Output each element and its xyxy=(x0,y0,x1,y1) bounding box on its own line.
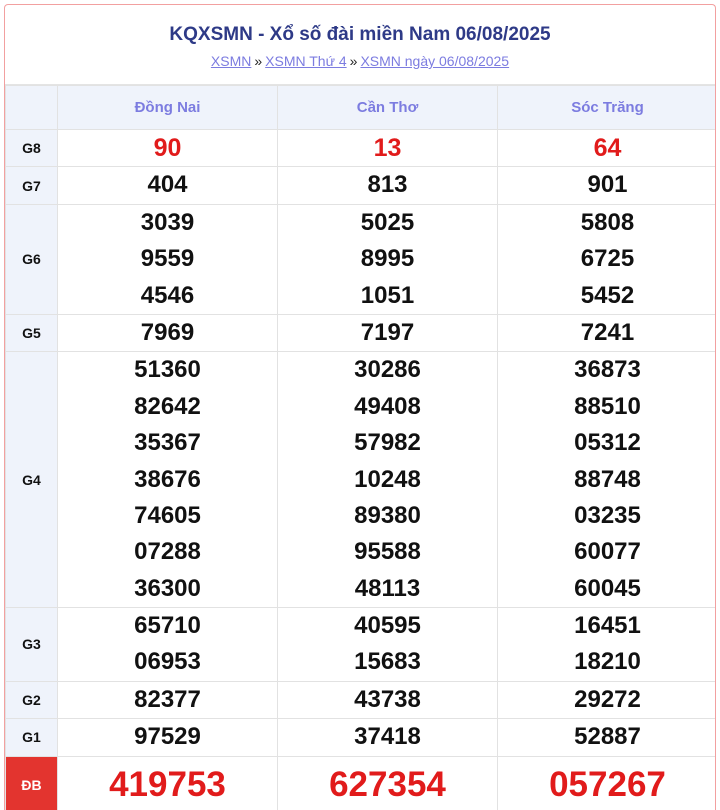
winning-number: 52887 xyxy=(574,723,641,751)
winning-number: 89380 xyxy=(354,501,421,529)
result-cell-can-tho xyxy=(278,681,498,718)
winning-number: 18210 xyxy=(574,648,641,676)
result-cell-dong-nai xyxy=(58,130,278,167)
winning-number: 30286 xyxy=(354,356,421,384)
prize-label: G1 xyxy=(6,719,58,756)
winning-number: 43738 xyxy=(354,685,421,713)
winning-number: 51360 xyxy=(134,356,201,384)
winning-number: 7241 xyxy=(580,318,635,346)
winning-number: 901 xyxy=(587,171,628,199)
prize-label: G2 xyxy=(6,681,58,718)
winning-number: 35367 xyxy=(134,429,201,457)
result-cell-can-tho xyxy=(278,608,498,682)
result-cell-soc-trang xyxy=(498,314,717,351)
result-cell-can-tho xyxy=(278,204,498,314)
winning-number: 82377 xyxy=(134,685,201,713)
winning-number: 74605 xyxy=(134,501,201,529)
winning-number: 06953 xyxy=(134,648,201,676)
winning-number: 36873 xyxy=(574,356,641,384)
prize-row xyxy=(6,756,717,810)
winning-number: 05312 xyxy=(574,429,641,457)
breadcrumb-xsmn-date-link[interactable]: XSMN ngày 06/08/2025 xyxy=(360,53,510,69)
result-cell-can-tho xyxy=(278,167,498,204)
winning-number: 10248 xyxy=(354,465,421,493)
winning-number: 60077 xyxy=(574,538,641,566)
winning-number: 49408 xyxy=(354,392,421,420)
prize-row xyxy=(6,352,717,608)
winning-number: 7969 xyxy=(140,318,195,346)
prize-label: G7 xyxy=(6,167,58,204)
result-cell-soc-trang xyxy=(498,756,717,810)
winning-number: 03235 xyxy=(574,501,641,529)
breadcrumb-separator: » xyxy=(254,53,263,69)
winning-number: 29272 xyxy=(574,685,641,713)
result-cell-dong-nai xyxy=(58,681,278,718)
winning-number: 60045 xyxy=(574,574,641,602)
lottery-results-table xyxy=(5,85,716,810)
result-cell-dong-nai xyxy=(58,756,278,810)
winning-number: 8995 xyxy=(360,245,415,273)
results-header xyxy=(5,5,715,85)
province-can-tho: Cần Thơ xyxy=(278,86,498,130)
result-cell-dong-nai xyxy=(58,608,278,682)
winning-number: 36300 xyxy=(134,574,201,602)
result-cell-dong-nai xyxy=(58,204,278,314)
result-cell-soc-trang xyxy=(498,681,717,718)
result-cell-soc-trang xyxy=(498,130,717,167)
result-cell-soc-trang xyxy=(498,204,717,314)
winning-number: 82642 xyxy=(134,392,201,420)
prize-row xyxy=(6,130,717,167)
prize-row xyxy=(6,167,717,204)
winning-number: 37418 xyxy=(354,723,421,751)
winning-number: 7197 xyxy=(360,318,415,346)
prize-row xyxy=(6,608,717,682)
province-dong-nai: Đồng Nai xyxy=(58,86,278,130)
winning-number: 90 xyxy=(153,134,182,162)
winning-number: 5808 xyxy=(580,208,635,236)
result-cell-soc-trang xyxy=(498,167,717,204)
breadcrumb-xsmn-thu4-link[interactable]: XSMN Thứ 4 xyxy=(265,53,347,69)
result-cell-can-tho xyxy=(278,130,498,167)
winning-number: 95588 xyxy=(354,538,421,566)
result-cell-can-tho xyxy=(278,314,498,351)
winning-number: 38676 xyxy=(134,465,201,493)
prize-label: G4 xyxy=(6,352,58,608)
result-cell-can-tho xyxy=(278,719,498,756)
prize-row xyxy=(6,314,717,351)
winning-number: 627354 xyxy=(329,764,446,804)
winning-number: 57982 xyxy=(354,429,421,457)
winning-number: 07288 xyxy=(134,538,201,566)
winning-number: 13 xyxy=(373,134,402,162)
winning-number: 3039 xyxy=(140,208,195,236)
winning-number: 40595 xyxy=(354,612,421,640)
result-cell-soc-trang xyxy=(498,719,717,756)
winning-number: 64 xyxy=(593,134,622,162)
winning-number: 97529 xyxy=(134,723,201,751)
winning-number: 48113 xyxy=(354,574,421,602)
result-cell-can-tho xyxy=(278,756,498,810)
prize-label: ĐB xyxy=(6,756,58,810)
page-title: KQXSMN - Xổ số đài miền Nam 06/08/2025 xyxy=(169,24,551,45)
prize-row xyxy=(6,204,717,314)
prize-row xyxy=(6,681,717,718)
winning-number: 5452 xyxy=(580,281,635,309)
result-cell-can-tho xyxy=(278,352,498,608)
result-cell-dong-nai xyxy=(58,314,278,351)
winning-number: 15683 xyxy=(354,648,421,676)
prize-row xyxy=(6,719,717,756)
results-panel xyxy=(4,4,716,810)
breadcrumb-xsmn-link[interactable]: XSMN xyxy=(210,53,252,69)
result-cell-soc-trang xyxy=(498,352,717,608)
winning-number: 404 xyxy=(147,171,188,199)
winning-number: 813 xyxy=(367,171,408,199)
winning-number: 4546 xyxy=(140,281,195,309)
result-cell-soc-trang xyxy=(498,608,717,682)
winning-number: 057267 xyxy=(549,764,666,804)
breadcrumb-separator: » xyxy=(349,53,358,69)
result-cell-dong-nai xyxy=(58,352,278,608)
prize-label: G8 xyxy=(6,130,58,167)
province-header-row xyxy=(6,86,717,130)
winning-number: 16451 xyxy=(574,612,641,640)
winning-number: 88748 xyxy=(574,465,641,493)
result-cell-dong-nai xyxy=(58,167,278,204)
winning-number: 5025 xyxy=(360,208,415,236)
winning-number: 65710 xyxy=(134,612,201,640)
winning-number: 419753 xyxy=(109,764,226,804)
result-cell-dong-nai xyxy=(58,719,278,756)
winning-number: 1051 xyxy=(360,281,415,309)
prize-label: G6 xyxy=(6,204,58,314)
prize-column-header xyxy=(6,86,58,130)
province-soc-trang: Sóc Trăng xyxy=(498,86,717,130)
prize-label: G3 xyxy=(6,608,58,682)
winning-number: 9559 xyxy=(140,245,195,273)
winning-number: 88510 xyxy=(574,392,641,420)
breadcrumb xyxy=(5,52,715,70)
winning-number: 6725 xyxy=(580,245,635,273)
prize-label: G5 xyxy=(6,314,58,351)
